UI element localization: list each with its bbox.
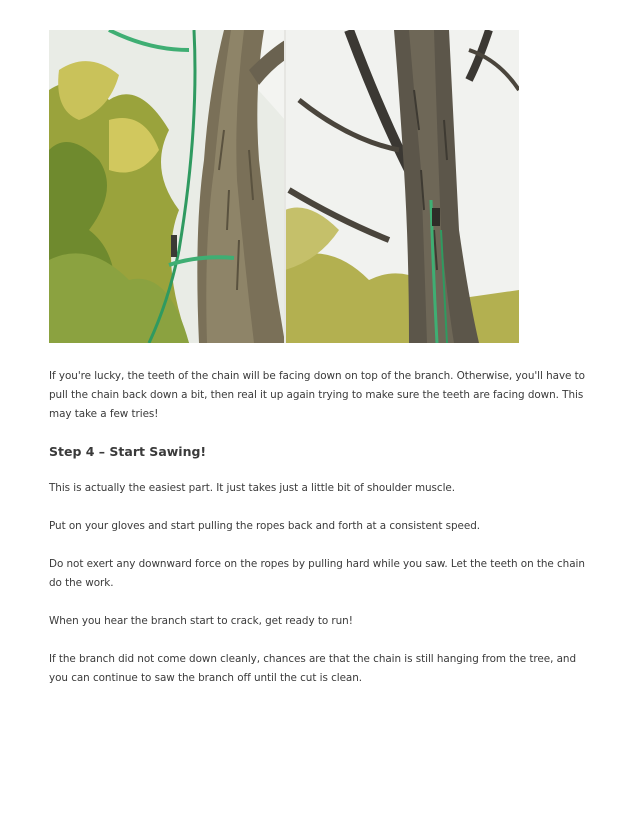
left-photo (49, 30, 285, 343)
article-body (49, 367, 594, 707)
right-photo (284, 30, 519, 343)
paragraph-easiest-part: This is actually the easiest part. It just takes just a little bit of shoulder muscle. (49, 482, 456, 494)
paragraph-gloves: Put on your gloves and start pulling the ropes back and forth at a consistent speed. (49, 520, 480, 532)
paragraph-downward-force: Do not exert any downward force on the ropes by pulling hard while you saw. Let the teeth on the chain do the work. (49, 558, 585, 589)
step-heading: Step 4 – Start Sawing! (49, 444, 207, 459)
article-photo (49, 30, 519, 343)
paragraph-continue-sawing: If the branch did not come down cleanly, chances are that the chain is still hanging from the tree, and you can continue to saw the branch off until the cut is clean. (49, 653, 577, 684)
paragraph-crack: When you hear the branch start to crack, get ready to run! (49, 615, 353, 627)
intro-paragraph: If you're lucky, the teeth of the chain will be facing down on top of the branch. Otherwise, you'll have to pull the chain back down a bit, then real it up again trying to make sure the teeth are facing down. This may take a few tries! (49, 370, 585, 420)
